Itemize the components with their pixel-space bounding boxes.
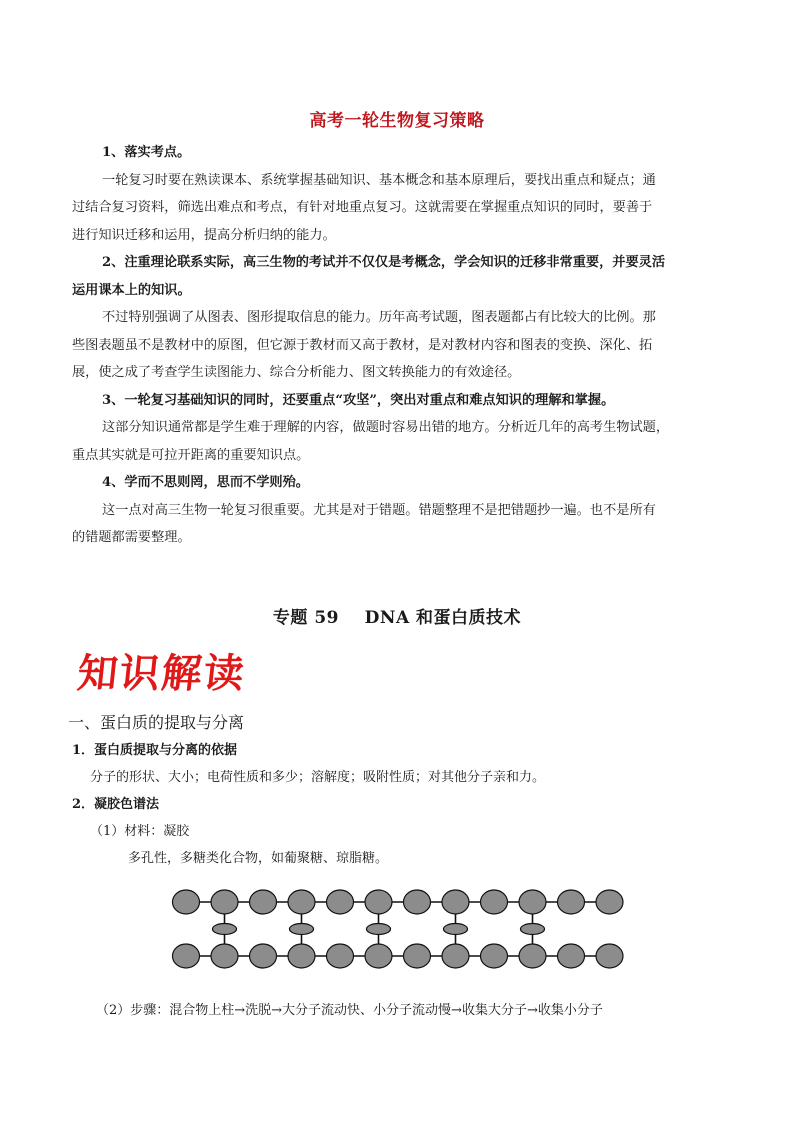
top-bead-3 [250, 890, 277, 914]
bottom-bead-8 [442, 944, 469, 968]
bottom-bead-4 [288, 944, 315, 968]
point-2-line-1: 不过特别强调了从图表、图形提取信息的能力。历年高考试题，图表题都占有比较大的比例。那 [102, 310, 656, 325]
item-1-body: 分子的形状、大小；电荷性质和多少；溶解度；吸附性质；对其他分子亲和力。 [90, 770, 546, 785]
top-bead-11 [558, 890, 585, 914]
bottom-bead-6 [365, 944, 392, 968]
top-bead-5 [327, 890, 354, 914]
bottom-bead-7 [404, 944, 431, 968]
link-node-1 [213, 924, 237, 935]
bottom-bead-12 [596, 944, 623, 968]
point-4-line-2: 的错题都需要整理。 [72, 530, 191, 545]
point-4-heading: 4、学而不思则罔，思而不学则殆。 [102, 475, 309, 490]
bottom-bead-3 [250, 944, 277, 968]
topic-title: 专题 59 DNA 和蛋白质技术 [272, 608, 522, 628]
knowledge-banner: 知识解读 [75, 651, 249, 697]
point-1-line-2: 过结合复习资料，筛选出难点和考点，有针对地重点复习。这就需要在掌握重点知识的同时，要善于 [72, 200, 653, 215]
point-2-line-3: 展，使之成了考查学生读图能力、综合分析能力、图文转换能力的有效途径。 [72, 365, 521, 380]
point-3-line-2: 重点其实就是可拉开距离的重要知识点。 [72, 447, 310, 463]
item-2-heading: 2．凝胶色谱法 [72, 797, 160, 812]
top-bead-1 [173, 890, 200, 914]
point-3-line-1: 这部分知识通常都是学生难于理解的内容，做题时容易出错的地方。分析近几年的高考生物试题， [102, 420, 670, 435]
link-node-5 [521, 924, 545, 935]
gel-structure-diagram [160, 878, 630, 978]
top-bead-7 [404, 890, 431, 914]
diagram-content [173, 890, 624, 968]
bottom-bead-1 [173, 944, 200, 968]
item-1-heading: 1．蛋白质提取与分离的依据 [72, 743, 238, 758]
top-bead-10 [519, 890, 546, 914]
bottom-bead-5 [327, 944, 354, 968]
point-2-line-2: 些图表题虽不是教材中的原图，但它源于教材而又高于教材，是对教材内容和图表的变换、深化、拓 [72, 337, 653, 353]
bottom-bead-11 [558, 944, 585, 968]
bottom-bead-10 [519, 944, 546, 968]
point-2-heading-1: 2、注重理论联系实际，高三生物的考试并不仅仅是考概念，学会知识的迁移非常重要，并要灵活 [102, 255, 666, 270]
point-3-heading: 3、一轮复习基础知识的同时，还要重点“攻坚”，突出对重点和难点知识的理解和掌握。 [102, 392, 615, 408]
point-1-heading: 1、落实考点。 [102, 145, 191, 160]
top-bead-8 [442, 890, 469, 914]
point-1-line-3: 进行知识迁移和运用，提高分析归纳的能力。 [72, 227, 336, 243]
top-bead-9 [481, 890, 508, 914]
top-bead-4 [288, 890, 315, 914]
point-2-heading-2: 运用课本上的知识。 [72, 282, 191, 298]
section-heading: 一、蛋白质的提取与分离 [68, 713, 245, 732]
top-bead-6 [365, 890, 392, 914]
bottom-bead-9 [481, 944, 508, 968]
top-bead-2 [211, 890, 238, 914]
strategy-body [72, 139, 732, 552]
point-4-line-1: 这一点对高三生物一轮复习很重要。尤其是对于错题。错题整理不是把错题抄一遍。也不是所有 [102, 502, 656, 518]
top-bead-12 [596, 890, 623, 914]
strategy-title: 高考一轮生物复习策略 [309, 111, 485, 131]
link-node-4 [444, 924, 468, 935]
point-1-line-1: 一轮复习时要在熟读课本、系统掌握基础知识、基本概念和基本原理后，要找出重点和疑点；通 [102, 172, 656, 188]
link-node-3 [367, 924, 391, 935]
item-2-material-desc: 多孔性，多糖类化合物，如葡聚糖、琼脂糖。 [128, 851, 389, 866]
bottom-bead-2 [211, 944, 238, 968]
item-2-steps: （2）步骤：混合物上柱→洗脱→大分子流动快、小分子流动慢→收集大分子→收集小分子 [96, 1003, 603, 1018]
item-2-material: （1）材料：凝胶 [90, 824, 190, 839]
link-node-2 [290, 924, 314, 935]
